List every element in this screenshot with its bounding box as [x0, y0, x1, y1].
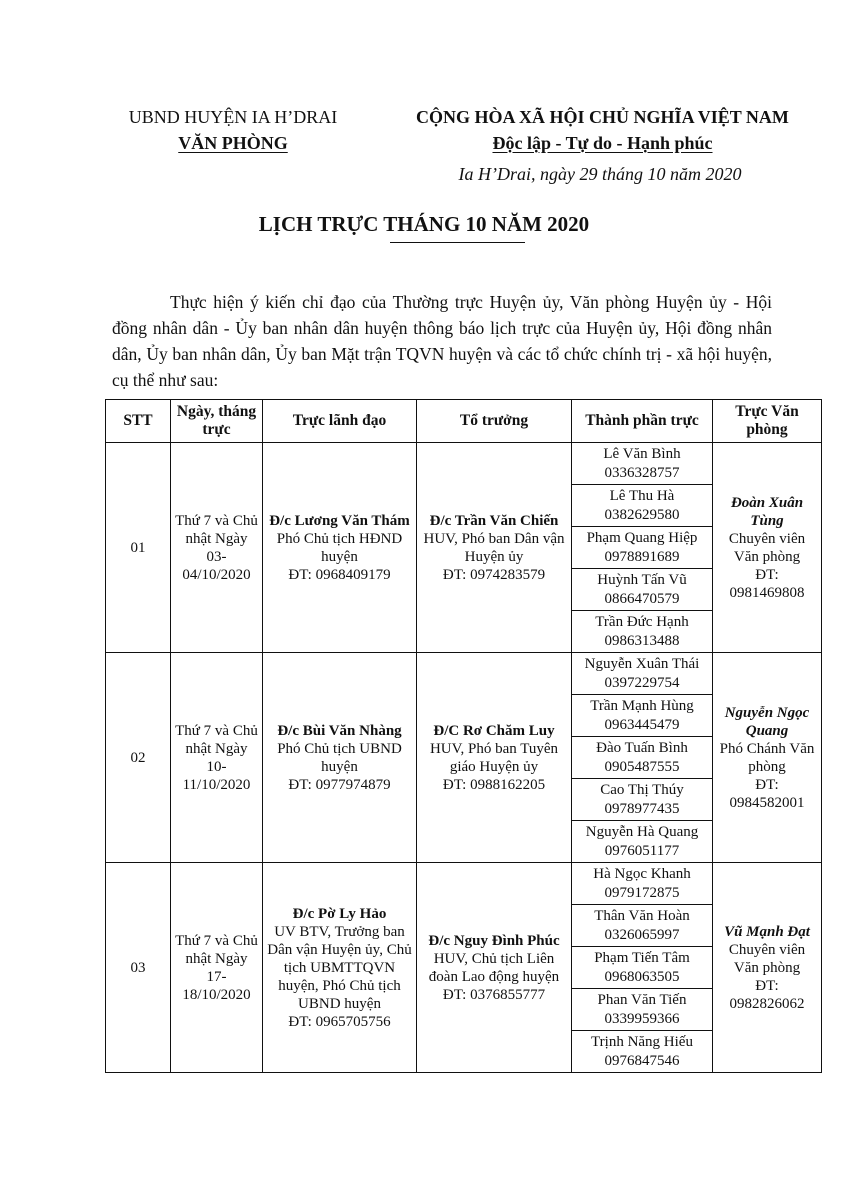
cell-date: Thứ 7 và Chủ nhật Ngày 17-18/10/2020: [171, 863, 263, 1073]
member-phone: 0976847546: [604, 1052, 680, 1069]
member-name: Trần Đức Hạnh: [595, 613, 689, 630]
team-lead-title: HUV, Chủ tịch Liên đoàn Lao động huyện: [428, 950, 560, 985]
team-lead-phone: ĐT: 0974283579: [442, 566, 546, 583]
member-cell: [572, 443, 713, 485]
leader-phone: ĐT: 0965705756: [288, 1013, 391, 1030]
title-underline: [390, 242, 525, 243]
member-phone: 0979172875: [604, 884, 680, 901]
member-cell: [572, 569, 713, 611]
date-line: Ia H’Drai, ngày 29 tháng 10 năm 2020: [458, 164, 742, 184]
cell-office: [713, 443, 822, 653]
cell-stt: 01: [106, 443, 171, 653]
team-lead-phone: ĐT: 0376855777: [442, 986, 546, 1003]
header-team-lead: Tổ trưởng: [417, 400, 572, 443]
header-right: [395, 104, 810, 156]
member-phone: 0986313488: [604, 632, 680, 649]
member-phone: 0866470579: [604, 590, 680, 607]
member-phone: 0963445479: [604, 716, 680, 733]
member-cell: [572, 737, 713, 779]
office-name: Đoàn Xuân Tùng: [730, 494, 804, 529]
cell-team-lead: [417, 653, 572, 863]
cell-stt: 02: [106, 653, 171, 863]
cell-leader: [263, 443, 417, 653]
header-left: [108, 104, 358, 156]
member-phone: 0336328757: [604, 464, 680, 481]
member-name: Hà Ngọc Khanh: [593, 865, 691, 882]
member-name: Lê Văn Bình: [603, 445, 681, 462]
intro-text: Thực hiện ý kiến chỉ đạo của Thường trực Huyện ủy, Văn phòng Huyện ủy - Hội đồng nhân dân - Ủy ban nhân dân huyện thông báo lịch trực của Huyện ủy, Hội đồng nhân dân, Ủy ban nhân dân, Ủy ban Mặt trận TQVN huyện và các tổ chức chính trị - xã hội huyện, cụ thể như sau:: [112, 292, 772, 390]
member-phone: 0978977435: [604, 800, 680, 817]
member-name: Cao Thị Thúy: [600, 781, 684, 798]
cell-leader: [263, 863, 417, 1073]
member-cell: [572, 947, 713, 989]
team-lead-name: Đ/c Trần Văn Chiến: [429, 512, 559, 529]
cell-team-lead: [417, 863, 572, 1073]
country-name: CỘNG HÒA XÃ HỘI CHỦ NGHĨA VIỆT NAM: [416, 107, 789, 127]
member-name: Phạm Quang Hiệp: [586, 529, 698, 546]
org-name: UBND HUYỆN IA H’DRAI: [128, 107, 338, 127]
member-cell: [572, 989, 713, 1031]
table-header-row: [106, 400, 822, 443]
table-row: [106, 443, 822, 485]
member-cell: [572, 779, 713, 821]
cell-leader: [263, 653, 417, 863]
leader-name: Đ/c Pờ Ly Hảo: [292, 905, 387, 922]
member-phone: 0968063505: [604, 968, 680, 985]
member-phone: 0339959366: [604, 1010, 680, 1027]
team-lead-title: HUV, Phó ban Dân vận Huyện ủy: [423, 530, 565, 565]
cell-office: [713, 863, 822, 1073]
member-cell: [572, 611, 713, 653]
member-cell: [572, 695, 713, 737]
header-members: Thành phần trực: [572, 400, 713, 443]
office-name: Nguyễn Ngọc Quang: [724, 704, 810, 739]
office-title: Chuyên viên Văn phòng: [728, 530, 806, 565]
leader-phone: ĐT: 0977974879: [288, 776, 391, 793]
leader-phone: ĐT: 0968409179: [288, 566, 391, 583]
member-cell: [572, 821, 713, 863]
cell-team-lead: [417, 443, 572, 653]
member-name: Huỳnh Tấn Vũ: [597, 571, 687, 588]
header-stt: STT: [106, 400, 171, 443]
page-title: LỊCH TRỰC THÁNG 10 NĂM 2020: [258, 212, 590, 236]
member-phone: 0326065997: [604, 926, 680, 943]
cell-stt: 03: [106, 863, 171, 1073]
team-lead-phone: ĐT: 0988162205: [442, 776, 546, 793]
member-name: Trịnh Năng Hiếu: [591, 1033, 693, 1050]
member-cell: [572, 485, 713, 527]
member-phone: 0905487555: [604, 758, 680, 775]
header-leader: Trực lãnh đạo: [263, 400, 417, 443]
member-cell: [572, 863, 713, 905]
member-cell: [572, 1031, 713, 1073]
member-name: Trần Mạnh Hùng: [590, 697, 694, 714]
header-date: Ngày, tháng trực: [171, 400, 263, 443]
leader-title: UV BTV, Trưởng ban Dân vận Huyện ủy, Chủ tịch UBMTTQVN huyện, Phó Chủ tịch UBND huyện: [267, 923, 412, 1012]
office-phone: ĐT: 0984582001: [729, 776, 805, 811]
office-phone: ĐT: 0981469808: [729, 566, 805, 601]
team-lead-name: Đ/c Nguy Đình Phúc: [428, 932, 560, 949]
member-phone: 0976051177: [604, 842, 680, 859]
office-title: Chuyên viên Văn phòng: [728, 941, 806, 976]
member-name: Nguyễn Xuân Thái: [584, 655, 700, 672]
member-name: Nguyễn Hà Quang: [585, 823, 699, 840]
member-name: Lê Thu Hà: [609, 487, 675, 504]
team-lead-name: Đ/C Rơ Chăm Luy: [433, 722, 555, 739]
header-office: Trực Văn phòng: [713, 400, 822, 443]
leader-title: Phó Chủ tịch UBND huyện: [277, 740, 402, 775]
member-name: Đào Tuấn Bình: [596, 739, 688, 756]
team-lead-title: HUV, Phó ban Tuyên giáo Huyện ủy: [429, 740, 559, 775]
member-phone: 0397229754: [604, 674, 680, 691]
member-phone: 0978891689: [604, 548, 680, 565]
member-name: Phan Văn Tiến: [597, 991, 687, 1008]
leader-name: Đ/c Bùi Văn Nhàng: [277, 722, 402, 739]
intro-paragraph: [112, 289, 772, 393]
table-row: [106, 653, 822, 695]
leader-title: Phó Chủ tịch HĐND huyện: [276, 530, 403, 565]
member-name: Phạm Tiến Tâm: [594, 949, 690, 966]
member-cell: [572, 527, 713, 569]
cell-date: Thứ 7 và Chủ nhật Ngày 03-04/10/2020: [171, 443, 263, 653]
office-phone: ĐT: 0982826062: [729, 977, 805, 1012]
motto: Độc lập - Tự do - Hạnh phúc: [492, 133, 713, 153]
member-phone: 0382629580: [604, 506, 680, 523]
leader-name: Đ/c Lương Văn Thám: [269, 512, 410, 529]
office-name: Vũ Mạnh Đạt: [724, 923, 810, 940]
duty-schedule-table: [105, 399, 822, 1073]
member-cell: [572, 653, 713, 695]
cell-date: Thứ 7 và Chủ nhật Ngày 10-11/10/2020: [171, 653, 263, 863]
member-cell: [572, 905, 713, 947]
cell-office: [713, 653, 822, 863]
member-name: Thân Văn Hoàn: [594, 907, 690, 924]
table-row: [106, 863, 822, 905]
office-title: Phó Chánh Văn phòng: [719, 740, 815, 775]
dept-name: VĂN PHÒNG: [178, 133, 288, 153]
